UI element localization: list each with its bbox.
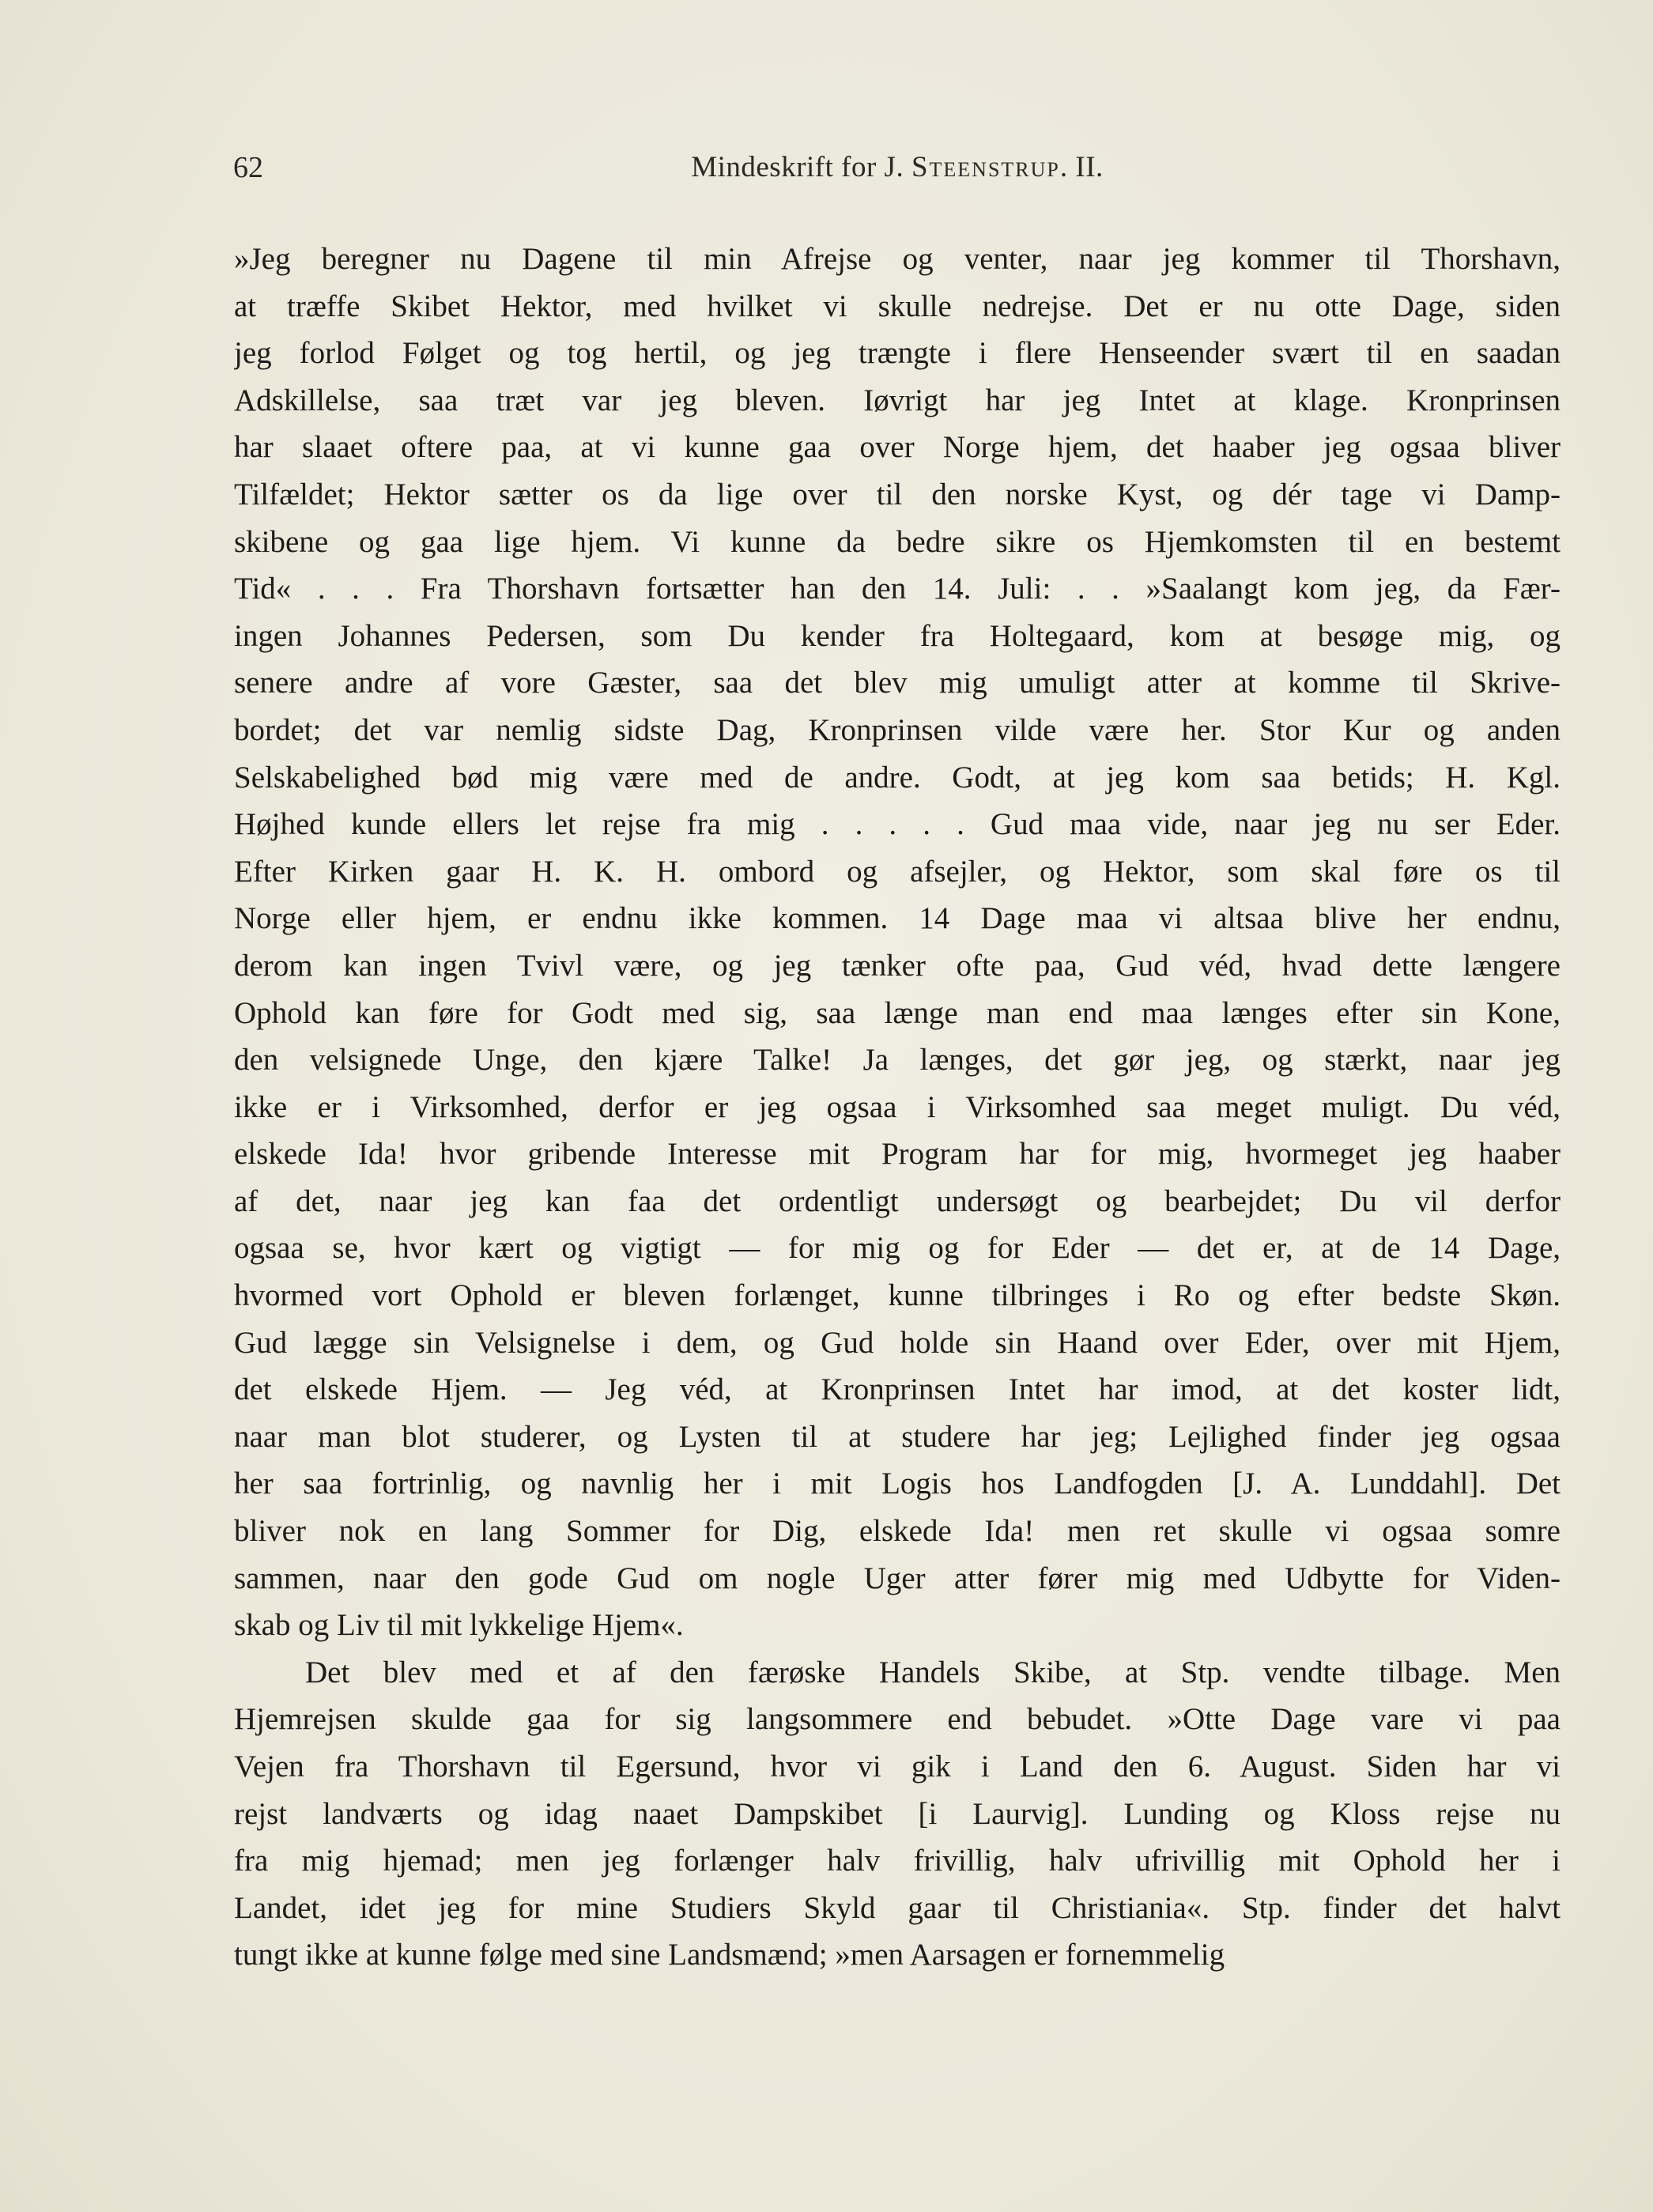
text-line: »Jeg beregner nu Dagene til min Afrejse og venter, naar jeg kommer til Thorshavn, bbox=[234, 242, 1561, 276]
text-line: tungt ikke at kunne følge med sine Landsmænd; »men Aarsagen er fornemmelig bbox=[234, 1938, 1225, 1972]
text-line: af det, naar jeg kan faa det ordentligt undersøgt og bearbejdet; Du vil derfor bbox=[234, 1183, 1561, 1218]
text-line: Landet, idet jeg for mine Studiers Skyld gaar til Christiania«. Stp. finder det halvt bbox=[234, 1890, 1561, 1925]
text-line: naar man blot studerer, og Lysten til at studere har jeg; Lejlighed finder jeg ogsaa bbox=[234, 1419, 1561, 1454]
text-line: jeg forlod Følget og tog hertil, og jeg trængte i flere Henseender svært til en saadan bbox=[234, 336, 1561, 371]
text-line: det elskede Hjem. — Jeg véd, at Kronprinsen Intet har imod, at det koster lidt, bbox=[234, 1372, 1561, 1407]
text-line: har slaaet oftere paa, at vi kunne gaa over Norge hjem, det haaber jeg ogsaa bliver bbox=[234, 430, 1561, 465]
page-number: 62 bbox=[233, 151, 263, 184]
text-line: Efter Kirken gaar H. K. H. ombord og afsejler, og Hektor, som skal føre os til bbox=[234, 854, 1561, 889]
text-line: Selskabelighed bød mig være med de andre. Godt, at jeg kom saa betids; H. Kgl. bbox=[234, 760, 1561, 795]
text-line: her saa fortrinlig, og navnlig her i mit Logis hos Landfogden [J. A. Lunddahl]. Det bbox=[234, 1466, 1561, 1501]
text-line: at træffe Skibet Hektor, med hvilket vi skulle nedrejse. Det er nu otte Dage, siden bbox=[234, 289, 1561, 323]
text-line: bliver nok en lang Sommer for Dig, elskede Ida! men ret skulle vi ogsaa somre bbox=[234, 1514, 1561, 1549]
running-title bbox=[233, 150, 1561, 184]
text-line: skab og Liv til mit lykkelige Hjem«. bbox=[234, 1608, 684, 1643]
text-line: Hjemrejsen skulde gaa for sig langsommere end bebudet. »Otte Dage vare vi paa bbox=[234, 1702, 1561, 1737]
page-header bbox=[233, 150, 1561, 190]
text-line: sammen, naar den gode Gud om nogle Uger atter fører mig med Udbytte for Viden- bbox=[234, 1561, 1561, 1595]
text-line: ogsaa se, hvor kært og vigtigt — for mig og for Eder — det er, at de 14 Dage, bbox=[234, 1231, 1561, 1266]
text-line: skibene og gaa lige hjem. Vi kunne da bedre sikre os Hjemkomsten til en bestemt bbox=[234, 524, 1561, 559]
text-line: elskede Ida! hvor gribende Interesse mit Program har for mig, hvormeget jeg haaber bbox=[234, 1137, 1561, 1172]
running-title-name: Steenstrup bbox=[911, 151, 1060, 183]
text-line: fra mig hjemad; men jeg forlænger halv frivillig, halv ufrivillig mit Ophold her i bbox=[234, 1844, 1561, 1878]
text-line: ingen Johannes Pedersen, som Du kender fra Holtegaard, kom at besøge mig, og bbox=[234, 618, 1561, 653]
body-text bbox=[234, 236, 1561, 1979]
paragraph bbox=[234, 1649, 1561, 1979]
text-line: Det blev med et af den færøske Handels Skibe, at Stp. vendte tilbage. Men bbox=[305, 1655, 1561, 1689]
text-line: derom kan ingen Tvivl være, og jeg tænker ofte paa, Gud véd, hvad dette længere bbox=[234, 948, 1561, 983]
text-line: Gud lægge sin Velsignelse i dem, og Gud holde sin Haand over Eder, over mit Hjem, bbox=[234, 1325, 1561, 1360]
text-line: Norge eller hjem, er endnu ikke kommen. 14 Dage maa vi altsaa blive her endnu, bbox=[234, 901, 1561, 936]
text-line: Ophold kan føre for Godt med sig, saa længe man end maa længes efter sin Kone, bbox=[234, 995, 1561, 1030]
text-line: Tilfældet; Hektor sætter os da lige over til den norske Kyst, og dér tage vi Damp- bbox=[234, 477, 1561, 511]
text-line: rejst landværts og idag naaet Dampskibet [i Laurvig]. Lunding og Kloss rejse nu bbox=[234, 1796, 1561, 1831]
text-line: Tid« . . . Fra Thorshavn fortsætter han den 14. Juli: . . »Saalangt kom jeg, da Fær- bbox=[234, 572, 1561, 606]
text-line: Adskillelse, saa træt var jeg bleven. Iøvrigt har jeg Intet at klage. Kronprinsen bbox=[234, 383, 1561, 417]
paragraph bbox=[234, 236, 1561, 1649]
text-line: den velsignede Unge, den kjære Talke! Ja længes, det gør jeg, og stærkt, naar jeg bbox=[234, 1043, 1561, 1078]
text-line: Højhed kunde ellers let rejse fra mig . . . . . Gud maa vide, naar jeg nu ser Eder. bbox=[234, 807, 1561, 842]
text-line: Vejen fra Thorshavn til Egersund, hvor vi gik i Land den 6. August. Siden har vi bbox=[234, 1750, 1561, 1784]
text-line: ikke er i Virksomhed, derfor er jeg ogsaa i Virksomhed saa meget muligt. Du véd, bbox=[234, 1089, 1561, 1124]
running-title-prefix: Mindeskrift for J. bbox=[691, 151, 911, 183]
running-title-suffix: . II. bbox=[1059, 151, 1104, 183]
text-line: hvormed vort Ophold er bleven forlænget, kunne tilbringes i Ro og efter bedste Skøn. bbox=[234, 1278, 1561, 1313]
text-line: bordet; det var nemlig sidste Dag, Kronprinsen vilde være her. Stor Kur og anden bbox=[234, 712, 1561, 747]
text-line: senere andre af vore Gæster, saa det blev mig umuligt atter at komme til Skrive- bbox=[234, 666, 1561, 700]
